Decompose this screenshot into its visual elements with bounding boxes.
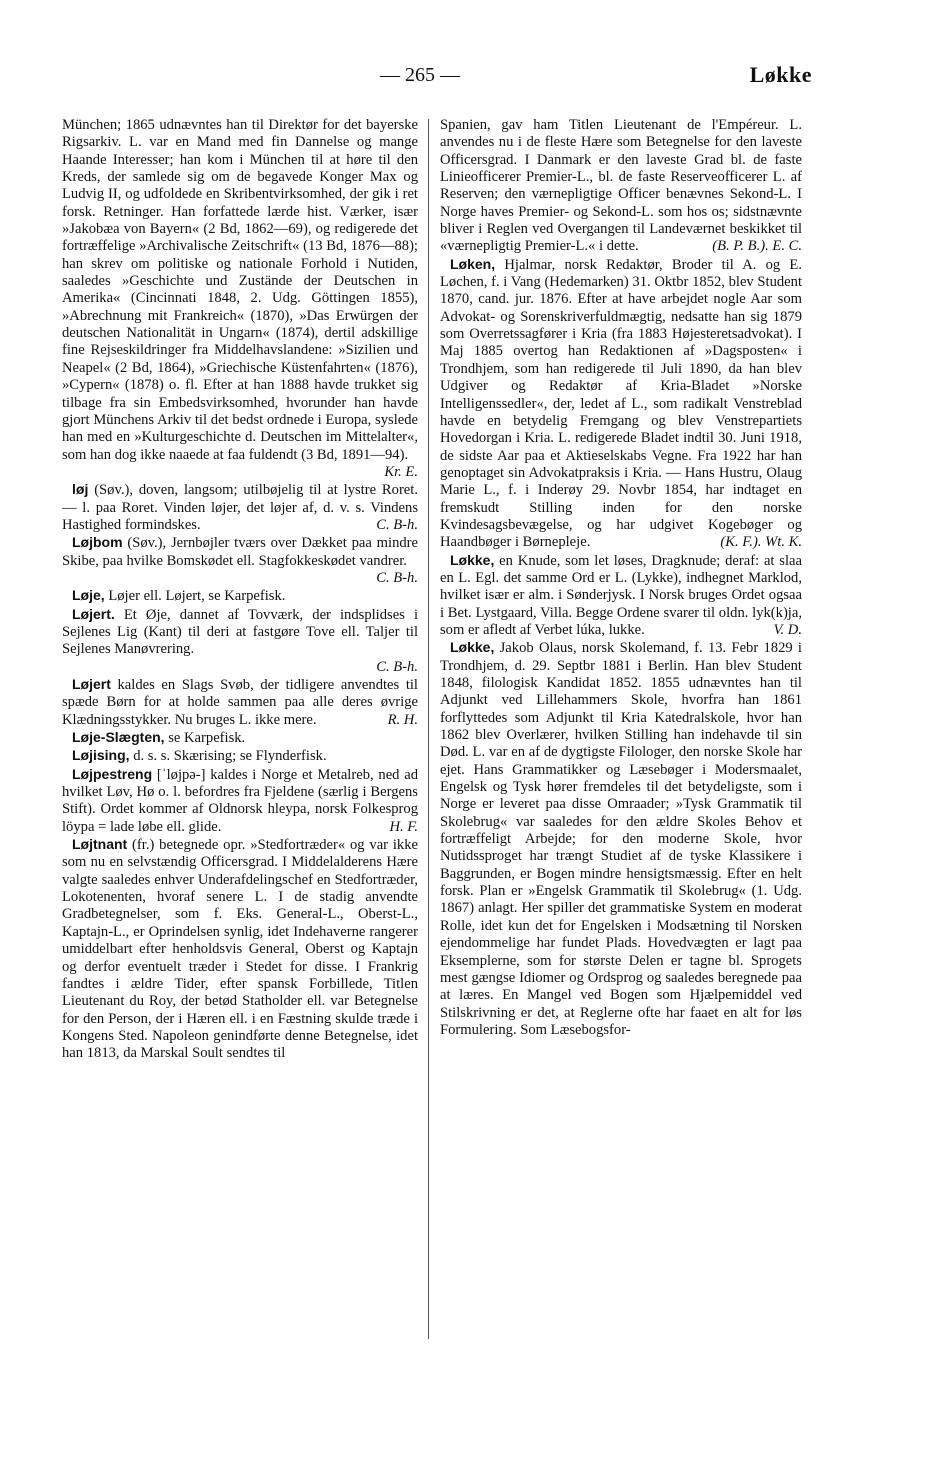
entry-headword: Løje-Slægten, xyxy=(72,729,165,746)
entry-text: Spanien, gav ham Titlen Lieutenant de l'Empéreur. L. anvendes nu i de fleste Hære som Betegnelse for den laveste Officersgrad. I Danmark er den laveste Grad bl. de faste Linieofficerer Premier-L., bl. de faste Reserveofficerer L. af Reserven; den værnepligtige Officer benævnes Sekond-L. I Norge haves Premier- og Sekond-L. som hos os; sidstnævnte bliver i Reglen ved Overgangen til Landeværnet beskikket til «værnepligtig Premier-L.« i dette. xyxy=(440,117,802,255)
entry-signature: R. H. xyxy=(387,711,418,728)
entry xyxy=(440,256,802,552)
entry xyxy=(62,606,418,659)
entry-signature: (K. F.). Wt. K. xyxy=(720,534,802,551)
entry-headword: Løkke, xyxy=(450,551,495,568)
entry-headword: Løjising, xyxy=(72,747,130,764)
entry-headword: Løjbom xyxy=(72,534,123,551)
entry xyxy=(62,766,418,836)
entry xyxy=(62,117,418,480)
page-header xyxy=(0,64,928,94)
entry-text: d. s. s. Skærising; se Flynderfisk. xyxy=(129,748,327,765)
entry-signature: (B. P. B.). E. C. xyxy=(712,238,802,255)
entry xyxy=(62,836,418,1062)
entry-text: en Knude, som let løses, Dragknude; deraf: at slaa en L. Egl. det samme Ord er L. (Lykke), indhegnet Marklod, hvilket især er alm. i Sønderjysk. I Norsk bruges Ordet ogsaa i Bet. Lystgaard, Villa. Begge Ordene svarer til oldn. lyk(k)ja, som er afledt af Verbet lúka, lukke. xyxy=(440,552,802,638)
entry xyxy=(62,534,418,586)
entry-headword: løj xyxy=(72,481,89,498)
entry-text: Jakob Olaus, norsk Skolemand, f. 13. Febr 1829 i Trondhjem, d. 29. Septbr 1881 i Berlin. Han blev Student 1848, filologisk Kandidat 1852. 1855 udnævntes han til Adjunkt ved Lillehammers Skole, hvorfra han 1861 forflyttedes som Adjunkt til Kria Katedralskole, hvor han 1862 blev Overlærer, hvilken Stilling han indehavde til sin Død. L. var en af de dygtigste Filologer, den norske Skole har ejet. Hans Grammatikker og Læsebøger i Modersmaalet, Engelsk og Tysk hører fremdeles til det betydeligste, som i Norge er leveret paa disse Omraader; »Tysk Grammatik til Skolebrug« var saaledes for den ældre Skoles Behov et fortræffeligt Arbejde; for den moderne Skole, hvor Nutidssproget har trængt Studiet af de tyske Klassikere i Baggrunden, er Bogen mindre hensigtsmæssig. Efter en helt forsk. Plan er »Engelsk Grammatik til Skolebrug« (1. Udg. 1867) anlagt. Her spiller det grammatiske System en moderat Rolle, idet kun det for Engelsken i Modsætning til Norsken ejendommelige har fundet Plads. Hovedvægten er lagt paa Eksemplerne, som for største Delen er tagne bl. Sprogets mest gængse Idiomer og Ordsprog og saaledes beregnede paa at læres. En Mangel ved Bogen som Hjælpemiddel ved Stilskrivning er det, at Reglerne ofte har faaet en alt for løs Formulering. Som Læsebogsfor- xyxy=(440,640,802,1038)
right-column xyxy=(440,117,802,1039)
left-column xyxy=(62,117,418,1063)
entry-text: se Karpefisk. xyxy=(164,730,246,747)
entry-text: [ˈløjpə-] kaldes i Norge et Metalreb, ned ad hvilket Løv, Hø o. l. befordres fra Fjeldene (særlig i Bergens Stift). Ordet kommer af Oldnorsk hleypa, norsk Folkesprog löypa = lade løbe ell. glide. xyxy=(62,766,418,835)
entry-headword: Løje, xyxy=(72,587,105,604)
entry xyxy=(62,587,418,605)
entry-headword: Løken, xyxy=(450,255,496,272)
entry xyxy=(440,639,802,1039)
entry-text: Et Øje, dannet af Tovværk, der indsplidses i Sejlenes Lig (Kant) til deri at fastgøre Tove ell. Taljer til Sejlenes Manøvrering. xyxy=(62,606,418,658)
entry-text: München; 1865 udnævntes han til Direktør for det bayerske Rigsarkiv. L. var en Mand med fin Dannelse og mange Haande Interesser; han kom i München til at høre til den Kreds, der samlede sig om de begavede Konger Max og Ludvig II, og udfoldede en Skribentvirksomhed, der gik i ret forsk. Retninger. Han forfattede lærde hist. Værker, især »Jakobæa von Bayern« (2 Bd, 1862—69), og redigerede det fortræffelige »Archivalische Zeitschrift« (13 Bd, 1876—88); han skrev om politiske og nationale Forhold i Nutiden, saaledes »Geschichte und Zustände der Deutschen in Amerika« (Cincinnati 1848, 2. Udg. Göttingen 1855), »Abrechnung mit Frankreich« (1870), »Das Erwürgen der deutschen Nationalität in Ungarn« (1874), dertil adskillige fine Rejseskildringer fra Middelhavslandene: »Sizilien und Neapel« (2 Bd, 1864), »Griechische Küstenfahrten« (1876), »Cypern« (1878) o. fl. Efter at han 1888 havde trukket sig tilbage fra sin Embedsvirksomhed, hvorunder han havde gjort Münchens Arkiv til det bedst ordnede i Europa, syslede han med en »Kulturgeschichte d. Deutschen im Mittelalter«, som han dog ikke naaede at faa fuldendt (3 Bd, 1891—94). xyxy=(62,117,418,463)
entry-signature: H. F. xyxy=(389,818,418,835)
entry xyxy=(440,117,802,256)
entry-headword: Løjtnant xyxy=(72,836,128,853)
column-divider xyxy=(428,119,429,1339)
entry-headword: Løkke, xyxy=(450,639,495,656)
entry-signature: C. B-h. xyxy=(376,658,418,675)
entry xyxy=(62,676,418,729)
entry-signature: V. D. xyxy=(773,621,802,638)
entry-signature: C. B-h. xyxy=(376,516,418,533)
entry xyxy=(62,747,418,765)
entry xyxy=(62,729,418,747)
entry-signature: Kr. E. xyxy=(384,463,418,480)
entry-text: Hjalmar, norsk Redaktør, Broder til A. og E. Løchen, f. i Vang (Hedemarken) 31. Oktbr 1852, blev Student 1870, cand. jur. 1876. Efter at have arbejdet nogle Aar som Advokat- og Sorenskriverfuldmægtig, nedsatte han sig 1879 som Overretssagfører i Kria (fra 1883 Højesteretsadvokat). I Maj 1885 overtog han Redaktionen af »Dagsposten« i Trondhjem, som han redigerede til Juli 1890, da han blev Udgiver og Redaktør af Kria-Bladet »Norske Intelligenssedler«, der, ledet af L., som radikalt Venstreblad havde en betydelig Fremgang og blev Venstrepartiets Hovedorgan i Kria. L. redigerede Bladet indtil 30. Juni 1918, de sidste Aar paa et Aktieselskabs Vegne. Fra 1922 har han genoptaget sin Advokatpraksis i Kria. — Hans Hustru, Olaug Marie L., f. i Inderøy 29. Novbr 1854, har indtaget en fremskudt Stilling inden for den norske Kvindesagsbevægelse, og har udgivet Kogebøger og Haandbøger i Børnepleje. xyxy=(440,256,802,551)
entry xyxy=(62,481,418,534)
entry-text: (fr.) betegnede opr. »Stedfortræder« og var ikke som nu en selvstændig Officersgrad. I Middelalderens Hære valgte saaledes enhver Underafdelingschef en Stedfortræder, Lokotenenten, hvoraf senere L. I de stadig anvendte Gradbetegnelser, som f. Eks. General-L., Oberst-L., Kaptajn-L., er Oprindelsen synlig, idet Indehaverne rangerer umiddelbart efter henholdsvis General, Oberst og Kaptajn og derfor eventuelt træder i Stedet for disse. I Frankrig fandtes i ældre Tider, efter spansk Forbillede, Titlen Lieutenant du Roy, der betød Statholder ell. var Betegnelse for den Person, der i Hæren ell. i en Fæstning skulde træde i Kongens Sted. Napoleon genindførte denne Betegnelse, idet han 1813, da Marskal Soult sendtes til xyxy=(62,837,418,1062)
entry-headword: Løjert. xyxy=(72,605,115,622)
entry-text: Løjer ell. Løjert, se Karpefisk. xyxy=(104,588,286,605)
entry-text: kaldes en Slags Svøb, der tidligere anvendtes til spæde Børn for at holde sammen paa alle deres øvrige Klædningsstykker. Nu bruges L. ikke mere. xyxy=(62,677,418,728)
entry-signature: C. B-h. xyxy=(376,569,418,586)
entry xyxy=(440,552,802,640)
entry-headword: Løjpestreng xyxy=(72,765,153,782)
entry-headword: Løjert xyxy=(72,676,111,692)
running-head: Løkke xyxy=(749,62,812,87)
entry-text: (Søv.), doven, langsom; utilbøjelig til at lystre Roret. — l. paa Roret. Vinden løjer, det løjer af, d. v. s. Vindens Hastighed formindskes. xyxy=(62,482,418,533)
entry-text: (Søv.), Jernbøjler tværs over Dækket paa mindre Skibe, paa hvilke Bomskødet ell. Stagfokkeskødet vandrer. xyxy=(62,535,418,569)
page-number: — 265 — xyxy=(380,64,460,86)
